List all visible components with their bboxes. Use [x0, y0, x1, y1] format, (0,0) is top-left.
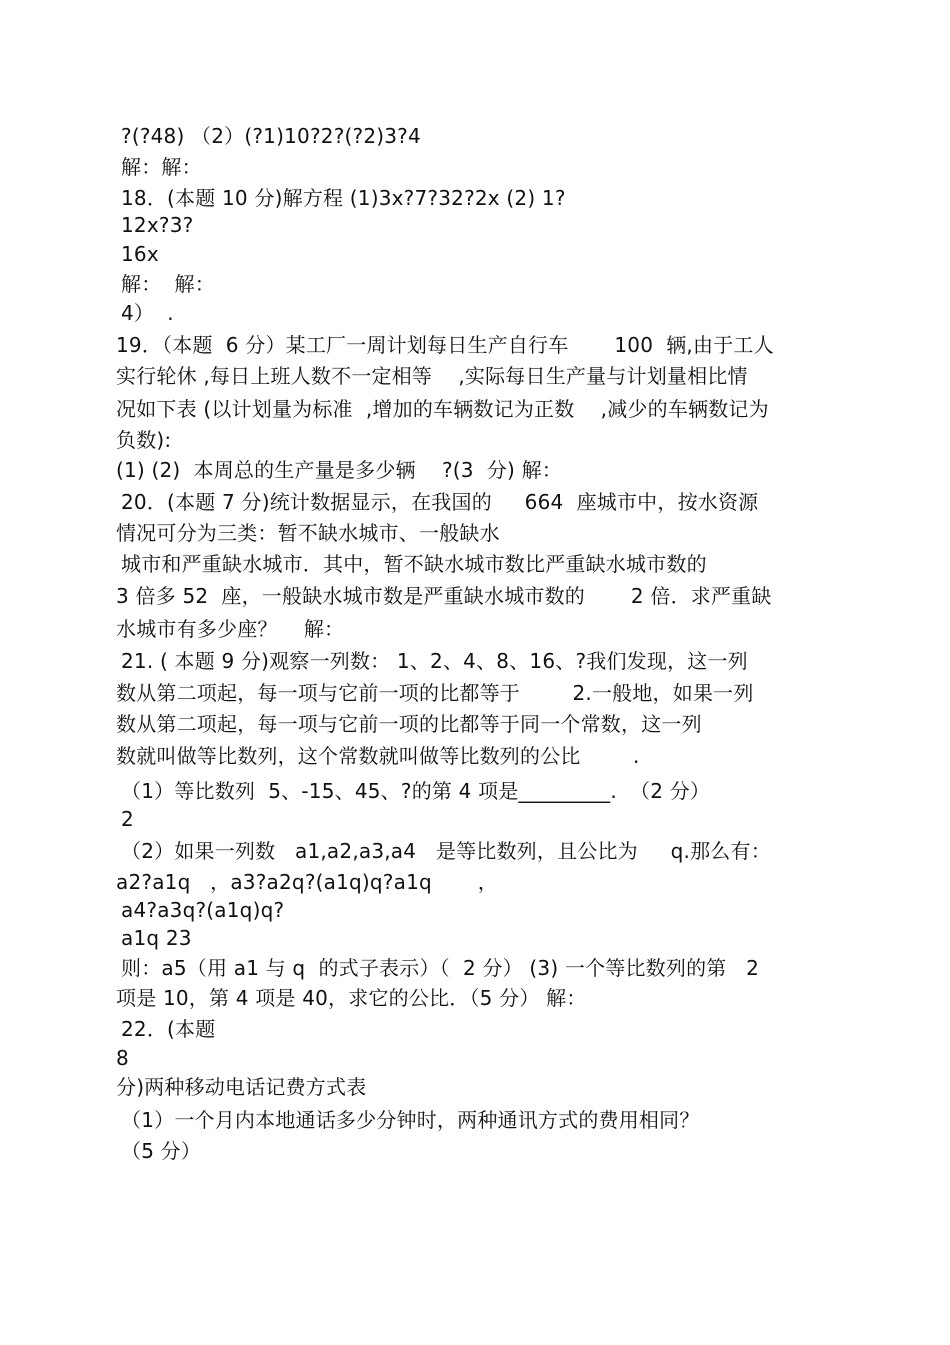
- problem-20-line-3: 城市和严重缺水城市．其中，暂不缺水城市数比严重缺水城市数的: [121, 552, 707, 576]
- problem-18-fraction-line-1: 12x?3?: [121, 213, 194, 237]
- problem-21-line-4: 数就叫做等比数列，这个常数就叫做等比数列的公比 .: [116, 744, 640, 768]
- problem-22-part-1: （1）一个月内本地通话多少分钟时，两种通讯方式的费用相同？: [121, 1108, 700, 1132]
- problem-19-line-4: 负数):: [116, 428, 172, 452]
- problem-17-expressions: ?(?48) （2）(?1)10?2?(?2)3?4: [121, 124, 421, 148]
- problem-21-part-2: （2）如果一列数 a1,a2,a3,a4 是等比数列，且公比为 q.那么有：: [121, 839, 771, 863]
- problem-19-line-1: 19．（本题 6 分）某工厂一周计划每日生产自行车 100 辆,由于工人: [116, 333, 774, 357]
- problem-22-heading: 22．(本题: [121, 1017, 216, 1041]
- problem-18-fraction-line-2: 16x: [121, 242, 159, 266]
- problem-19-line-3: 况如下表 (以计划量为标准 ,增加的车辆数记为正数 ,减少的车辆数记为: [116, 397, 769, 421]
- problem-22-table-title: 分)两种移动电话记费方式表: [116, 1075, 367, 1099]
- problem-21-exponents: a1q 23: [121, 926, 192, 950]
- problem-21-formula-a4: a4?a3q?(a1q)q?: [121, 898, 285, 922]
- problem-21-superscript-2: 2: [121, 807, 134, 831]
- problem-18-tail: 4） .: [121, 301, 174, 325]
- solution-label-17: 解：解：: [121, 155, 202, 179]
- problem-21-part-3: 则：a5（用 a1 与 q 的式子表示）（ 2 分） (3) 一个等比数列的第 2: [121, 956, 760, 980]
- problem-22-part-1-points: （5 分）: [121, 1139, 202, 1163]
- problem-19-line-2: 实行轮休 ,每日上班人数不一定相等 ,实际每日生产量与计划量相比情: [116, 364, 748, 388]
- problem-21-line-3: 数从第二项起，每一项与它前一项的比都等于同一个常数，这一列: [116, 712, 702, 736]
- problem-21-line-1: 21. ( 本题 9 分)观察一列数： 1、2、4、8、16、?我们发现，这一列: [121, 649, 748, 673]
- problem-21-line-2: 数从第二项起，每一项与它前一项的比都等于 2.一般地，如果一列: [116, 681, 754, 705]
- problem-22-points: 8: [116, 1046, 129, 1070]
- problem-21-formula-a2-a3: a2?a1q ，a3?a2q?(a1q)q?a1q ，: [116, 870, 498, 894]
- problem-19-questions: (1) (2) 本周总的生产量是多少辆 ?(3 分) 解：: [116, 458, 562, 482]
- problem-21-part-1: （1）等比数列 5、-15、45、?的第 4 项是_________. （2 分）: [121, 779, 711, 803]
- problem-18-heading: 18．(本题 10 分)解方程 (1)3x?7?32?2x (2) 1?: [121, 186, 566, 210]
- problem-20-line-4: 3 倍多 52 座，一般缺水城市数是严重缺水城市数的 2 倍．求严重缺: [116, 584, 772, 608]
- problem-20-line-2: 情况可分为三类：暂不缺水城市、一般缺水: [116, 521, 500, 545]
- problem-20-line-5: 水城市有多少座？ 解：: [116, 617, 345, 641]
- problem-21-part-3-cont: 项是 10，第 4 项是 40，求它的公比．（5 分） 解：: [116, 986, 587, 1010]
- problem-20-line-1: 20．(本题 7 分)统计数据显示，在我国的 664 座城市中，按水资源: [121, 490, 759, 514]
- solution-label-18: 解： 解：: [121, 272, 215, 296]
